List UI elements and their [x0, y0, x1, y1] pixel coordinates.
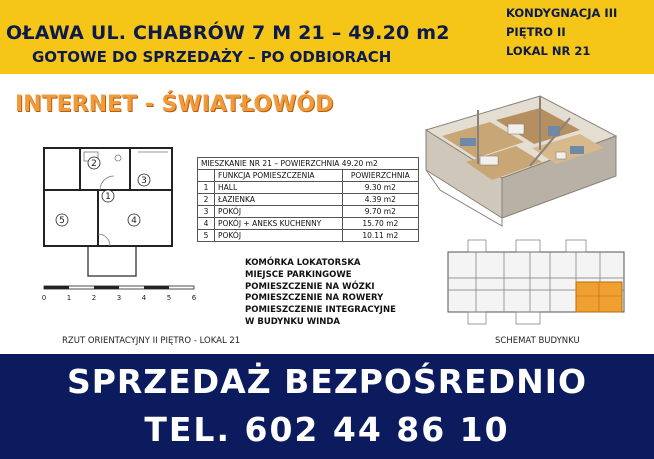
building-schema — [446, 238, 626, 330]
unit-info — [506, 4, 650, 68]
row-room-area: 9.30 m2 — [342, 182, 418, 194]
floor-plan-caption: RZUT ORIENTACYJNY II PIĘTRO - LOKAL 21 — [62, 336, 241, 346]
direct-sale-text: SPRZEDAŻ BEZPOŚREDNIO — [66, 362, 588, 401]
building-schema-caption: SCHEMAT BUDYNKU — [495, 336, 580, 346]
row-room-name: HALL — [215, 182, 343, 194]
subheadline: GOTOWE DO SPRZEDAŻY – PO ODBIORACH — [32, 48, 392, 66]
scale-label-6: 6 — [191, 294, 197, 302]
room-number-3: 3 — [141, 176, 147, 186]
amenity-item: KOMÓRKA LOKATORSKA — [245, 258, 361, 268]
table-header-number — [198, 170, 215, 182]
info-storey: PIĘTRO II — [506, 25, 566, 39]
row-room-area: 15.70 m2 — [342, 218, 418, 230]
row-number: 4 — [198, 218, 215, 230]
amenity-item: MIEJSCE PARKINGOWE — [245, 269, 352, 280]
row-room-name: POKÓJ — [215, 206, 343, 218]
row-room-area: 9.70 m2 — [342, 206, 418, 218]
room-number-5: 5 — [59, 216, 65, 226]
row-number: 2 — [198, 194, 215, 206]
scale-label-2: 2 — [91, 294, 97, 302]
row-room-area: 10.11 m2 — [342, 230, 418, 242]
table-row — [198, 230, 419, 242]
amenity-item: POMIESZCZENIE NA WÓZKI — [245, 281, 375, 292]
scale-bar — [40, 284, 200, 306]
row-room-name: ŁAZIENKA — [215, 194, 343, 206]
table-header-function: FUNKCJA POMIESZCZENIA — [215, 170, 343, 182]
table-title: MIESZKANIE NR 21 – POWIERZCHNIA 49.20 m2 — [198, 158, 419, 170]
amenity-item: POMIESZCZENIE NA ROWERY — [245, 293, 384, 304]
headline: OŁAWA UL. CHABRÓW 7 M 21 – 49.20 m2 — [6, 22, 450, 44]
info-unit-number: LOKAL NR 21 — [506, 44, 591, 58]
apartment-3d-render — [420, 90, 620, 235]
scale-label-1: 1 — [66, 294, 72, 302]
amenity-item: POMIESZCZENIE INTEGRACYJNE — [245, 305, 396, 316]
info-floor-level: KONDYGNACJA III — [506, 6, 618, 20]
phone-number: TEL. 602 44 86 10 — [144, 410, 510, 449]
row-room-name: POKÓJ — [215, 230, 343, 242]
table-row — [198, 182, 419, 194]
row-number: 1 — [198, 182, 215, 194]
table-row — [198, 194, 419, 206]
amenities-list — [245, 258, 396, 329]
scale-label-4: 4 — [141, 294, 147, 302]
row-number: 3 — [198, 206, 215, 218]
row-number: 5 — [198, 230, 215, 242]
room-areas-table — [197, 157, 419, 242]
room-number-2: 2 — [91, 159, 97, 169]
floor-plan — [38, 144, 180, 280]
room-number-4: 4 — [131, 216, 137, 226]
row-room-name: POKÓJ + ANEKS KUCHENNY — [215, 218, 343, 230]
scale-label-0: 0 — [41, 294, 47, 302]
row-room-area: 4.39 m2 — [342, 194, 418, 206]
table-row — [198, 218, 419, 230]
internet-promo: INTERNET - ŚWIATŁOWÓD — [15, 92, 334, 117]
amenity-item: W BUDYNKU WINDA — [245, 316, 341, 327]
scale-label-3: 3 — [116, 294, 122, 302]
table-header-area: POWIERZCHNIA — [342, 170, 418, 182]
table-row — [198, 206, 419, 218]
scale-label-5: 5 — [166, 294, 172, 302]
room-number-1: 1 — [105, 192, 111, 202]
